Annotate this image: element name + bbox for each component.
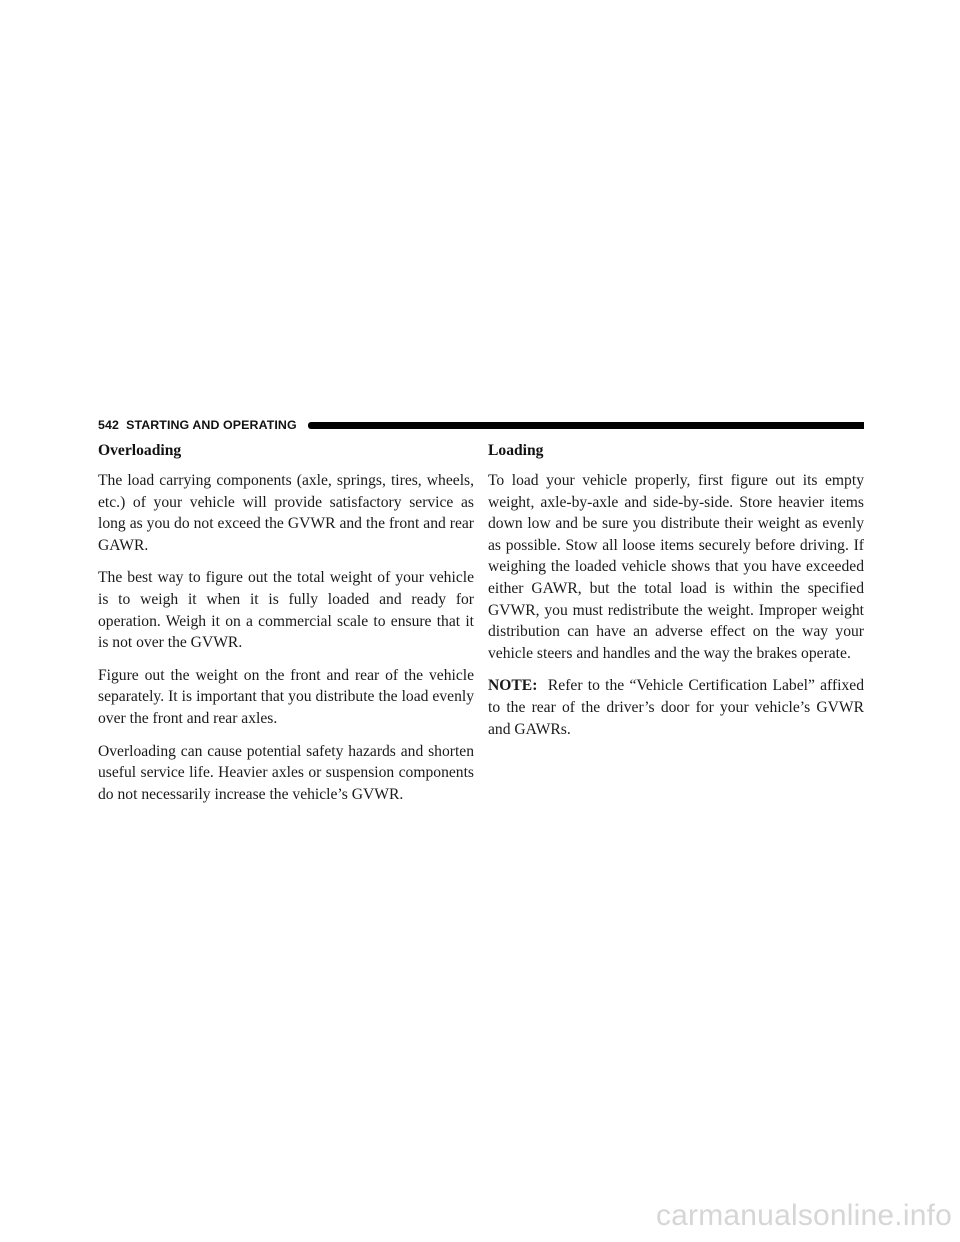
page-header-text [98, 418, 297, 432]
page-header [98, 418, 864, 432]
right-column [488, 440, 864, 751]
overloading-paragraph-1: The load carrying components (axle, springs, tires, wheels, etc.) of your vehicle will provide satisfactory service as long as you do not exceed the GVWR and the front and rear GAWR. [98, 472, 474, 554]
note-text: Refer to the “Vehicle Certification Label” affixed to the rear of the driver’s door for your vehicle’s GVWR and GAWRs. [488, 677, 865, 738]
loading-paragraph-1: To load your vehicle properly, first figure out its empty weight, axle-by-axle and side-by-side. Store heavier items down low and be sure you distribute their weight as evenly as possible. Stow all loose items securely before driving. If weighing the loaded vehicle shows that you have exceeded either GAWR, but the total load is within the specified GVWR, you must redistribute the weight. Improper weight distribution can have an adverse effect on the way your vehicle steers and handles and the way the brakes operate. [488, 472, 864, 662]
note-label: NOTE: [488, 677, 538, 695]
section-title: STARTING AND OPERATING [126, 418, 297, 432]
overloading-heading: Overloading [98, 442, 182, 459]
header-rule-bar [308, 422, 864, 429]
overloading-paragraph-4: Overloading can cause potential safety hazards and shorten useful service life. Heavier axles or suspension components do not necessarily increase the vehicle’s GVWR. [98, 742, 474, 803]
left-column [98, 440, 474, 816]
note-paragraph [488, 675, 864, 740]
overloading-paragraph-2: The best way to figure out the total weight of your vehicle is to weigh it when it is fully loaded and ready for operation. Weigh it on a commercial scale to ensure that it is not over the GVWR. [98, 569, 474, 652]
loading-heading: Loading [488, 442, 544, 459]
watermark: carmanualsonline.info [655, 1199, 952, 1232]
overloading-paragraph-3: Figure out the weight on the front and rear of the vehicle separately. It is important that you distribute the load evenly over the front and rear axles. [98, 666, 474, 727]
page-number: 542 [98, 418, 119, 432]
